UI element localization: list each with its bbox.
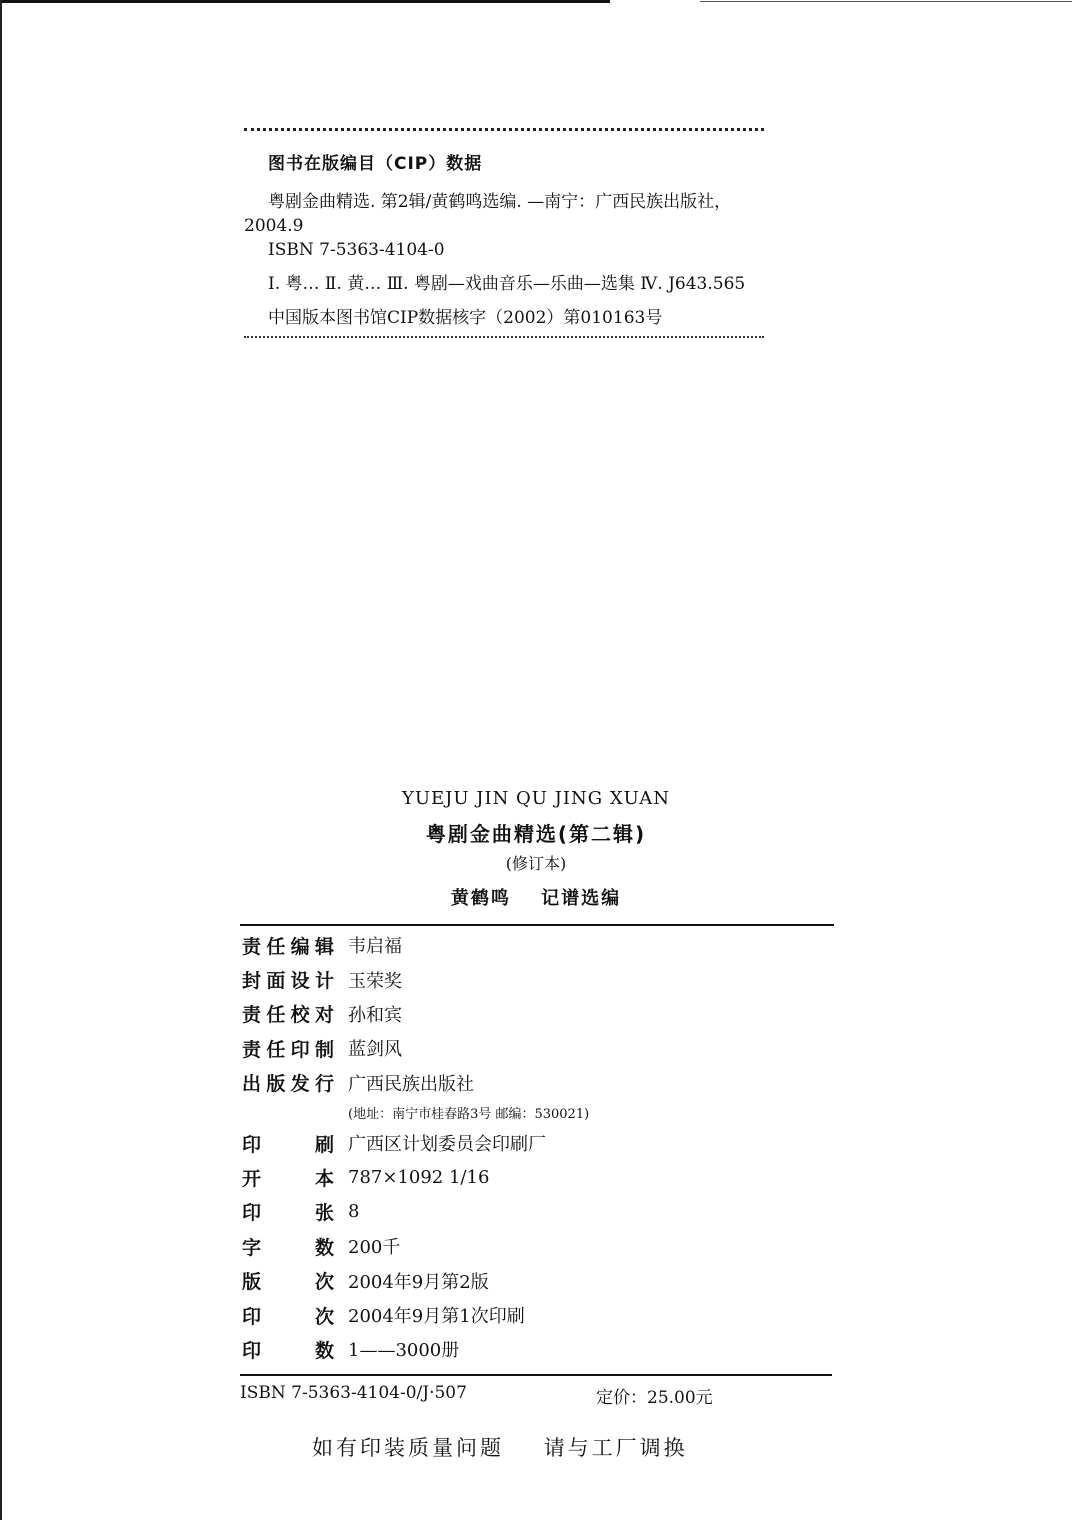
info-label bbox=[242, 1035, 348, 1062]
info-label-char: 责 bbox=[242, 1038, 262, 1061]
scan-edge-top bbox=[0, 0, 1072, 3]
info-label-char: 数 bbox=[314, 1236, 334, 1259]
info-label bbox=[242, 932, 348, 959]
isbn-code: ISBN 7-5363-4104-0/J·507 bbox=[240, 1383, 467, 1403]
info-label-char: 印 bbox=[242, 1202, 262, 1225]
info-row bbox=[242, 962, 822, 996]
bottom-rule bbox=[240, 1374, 832, 1376]
cip-verification-number: 中国版本图书馆CIP数据核字（2002）第010163号 bbox=[268, 308, 663, 328]
info-label-char: 印 bbox=[242, 1305, 262, 1328]
info-row bbox=[242, 997, 822, 1031]
info-label-char: 张 bbox=[314, 1202, 334, 1225]
info-row bbox=[242, 1264, 822, 1298]
info-label-char: 编 bbox=[290, 935, 310, 958]
info-label-char: 发 bbox=[290, 1073, 310, 1096]
info-label-char: 制 bbox=[314, 1038, 334, 1061]
info-value: 8 bbox=[348, 1201, 360, 1223]
author-line bbox=[240, 884, 832, 910]
publisher-address: (地址：南宁市桂春路3号 邮编：530021) bbox=[348, 1107, 590, 1123]
book-title: 粤剧金曲精选(第二辑) bbox=[425, 822, 647, 846]
info-label-char: 数 bbox=[314, 1339, 334, 1362]
notice-right: 请与工厂调换 bbox=[543, 1436, 688, 1460]
info-row bbox=[242, 1126, 822, 1160]
info-label-char: 责 bbox=[242, 1004, 262, 1027]
info-value: 787×1092 1/16 bbox=[348, 1167, 490, 1189]
info-label bbox=[242, 1198, 348, 1225]
pinyin-title: YUEJU JIN QU JING XUAN bbox=[401, 788, 671, 809]
info-value: 1——3000册 bbox=[348, 1340, 460, 1362]
info-label bbox=[242, 1069, 348, 1096]
cip-top-dotted-rule bbox=[244, 128, 764, 131]
info-row bbox=[242, 928, 822, 962]
edition-note: (修订本) bbox=[505, 854, 567, 873]
info-label-char: 本 bbox=[314, 1168, 334, 1191]
info-value: 韦启福 bbox=[348, 936, 402, 958]
info-label bbox=[242, 1000, 348, 1027]
info-value: 蓝剑风 bbox=[348, 1039, 402, 1061]
scan-edge-left bbox=[0, 0, 2, 1520]
info-label bbox=[242, 966, 348, 993]
cip-isbn: ISBN 7-5363-4104-0 bbox=[268, 240, 445, 260]
author-name: 黄鹤鸣 bbox=[450, 888, 511, 909]
cip-title: 图书在版编目（CIP）数据 bbox=[268, 154, 483, 174]
info-label bbox=[242, 1267, 348, 1294]
info-row bbox=[242, 1298, 822, 1332]
info-label-char: 对 bbox=[314, 1004, 334, 1027]
info-label-char: 责 bbox=[242, 935, 262, 958]
info-label bbox=[242, 1164, 348, 1191]
info-label-char: 次 bbox=[314, 1271, 334, 1294]
info-label bbox=[242, 1336, 348, 1363]
info-row bbox=[242, 1100, 822, 1126]
author-role: 记谱选编 bbox=[541, 888, 622, 909]
info-row bbox=[242, 1031, 822, 1065]
info-label-char: 字 bbox=[242, 1236, 262, 1259]
info-value: 广西区计划委员会印刷厂 bbox=[348, 1134, 546, 1156]
quality-notice bbox=[312, 1432, 688, 1462]
info-label-char: 任 bbox=[266, 1004, 286, 1027]
info-label-char: 刷 bbox=[314, 1133, 334, 1156]
info-label-char: 印 bbox=[242, 1339, 262, 1362]
info-label-char: 封 bbox=[242, 970, 262, 993]
info-label bbox=[242, 1130, 348, 1157]
book-title-block bbox=[240, 788, 832, 910]
notice-left: 如有印装质量问题 bbox=[312, 1436, 504, 1460]
publication-info-table bbox=[242, 928, 822, 1367]
info-row bbox=[242, 1332, 822, 1366]
info-label-char: 开 bbox=[242, 1168, 262, 1191]
info-label-char: 辑 bbox=[314, 935, 334, 958]
info-label bbox=[242, 1302, 348, 1329]
info-label-char: 面 bbox=[266, 970, 286, 993]
info-label-char: 出 bbox=[242, 1073, 262, 1096]
info-label-char: 任 bbox=[266, 1038, 286, 1061]
info-value: 孙和宾 bbox=[348, 1004, 402, 1026]
info-label-char: 任 bbox=[266, 935, 286, 958]
info-label-char: 印 bbox=[242, 1133, 262, 1156]
info-value: 2004年9月第2版 bbox=[348, 1271, 489, 1293]
top-rule bbox=[240, 924, 834, 926]
info-row bbox=[242, 1066, 822, 1100]
info-label bbox=[242, 1233, 348, 1260]
info-label-char: 版 bbox=[242, 1271, 262, 1294]
info-label-char: 版 bbox=[266, 1073, 286, 1096]
cip-bottom-dotted-rule bbox=[244, 336, 764, 338]
info-row bbox=[242, 1229, 822, 1263]
cip-subjects: Ⅰ. 粤… Ⅱ. 黄… Ⅲ. 粤剧—戏曲音乐—乐曲—选集 Ⅳ. J643.565 bbox=[268, 274, 746, 294]
info-label-char: 行 bbox=[314, 1073, 334, 1096]
info-label-char: 计 bbox=[314, 970, 334, 993]
price: 定价：25.00元 bbox=[596, 1388, 713, 1408]
info-value: 玉荣奖 bbox=[348, 970, 402, 992]
info-row bbox=[242, 1160, 822, 1194]
info-value: 200千 bbox=[348, 1237, 401, 1259]
info-label-char: 校 bbox=[290, 1004, 310, 1027]
info-label-char: 设 bbox=[290, 970, 310, 993]
cip-box bbox=[244, 128, 764, 338]
info-label-char: 次 bbox=[314, 1305, 334, 1328]
isbn-price-line bbox=[240, 1383, 832, 1408]
info-row bbox=[242, 1195, 822, 1229]
info-label-char: 印 bbox=[290, 1038, 310, 1061]
cip-catalog-entry: 粤剧金曲精选. 第2辑/黄鹤鸣选编. —南宁：广西民族出版社，2004.9 bbox=[244, 192, 732, 236]
info-value: 2004年9月第1次印刷 bbox=[348, 1306, 525, 1328]
info-value: 广西民族出版社 bbox=[348, 1073, 474, 1095]
